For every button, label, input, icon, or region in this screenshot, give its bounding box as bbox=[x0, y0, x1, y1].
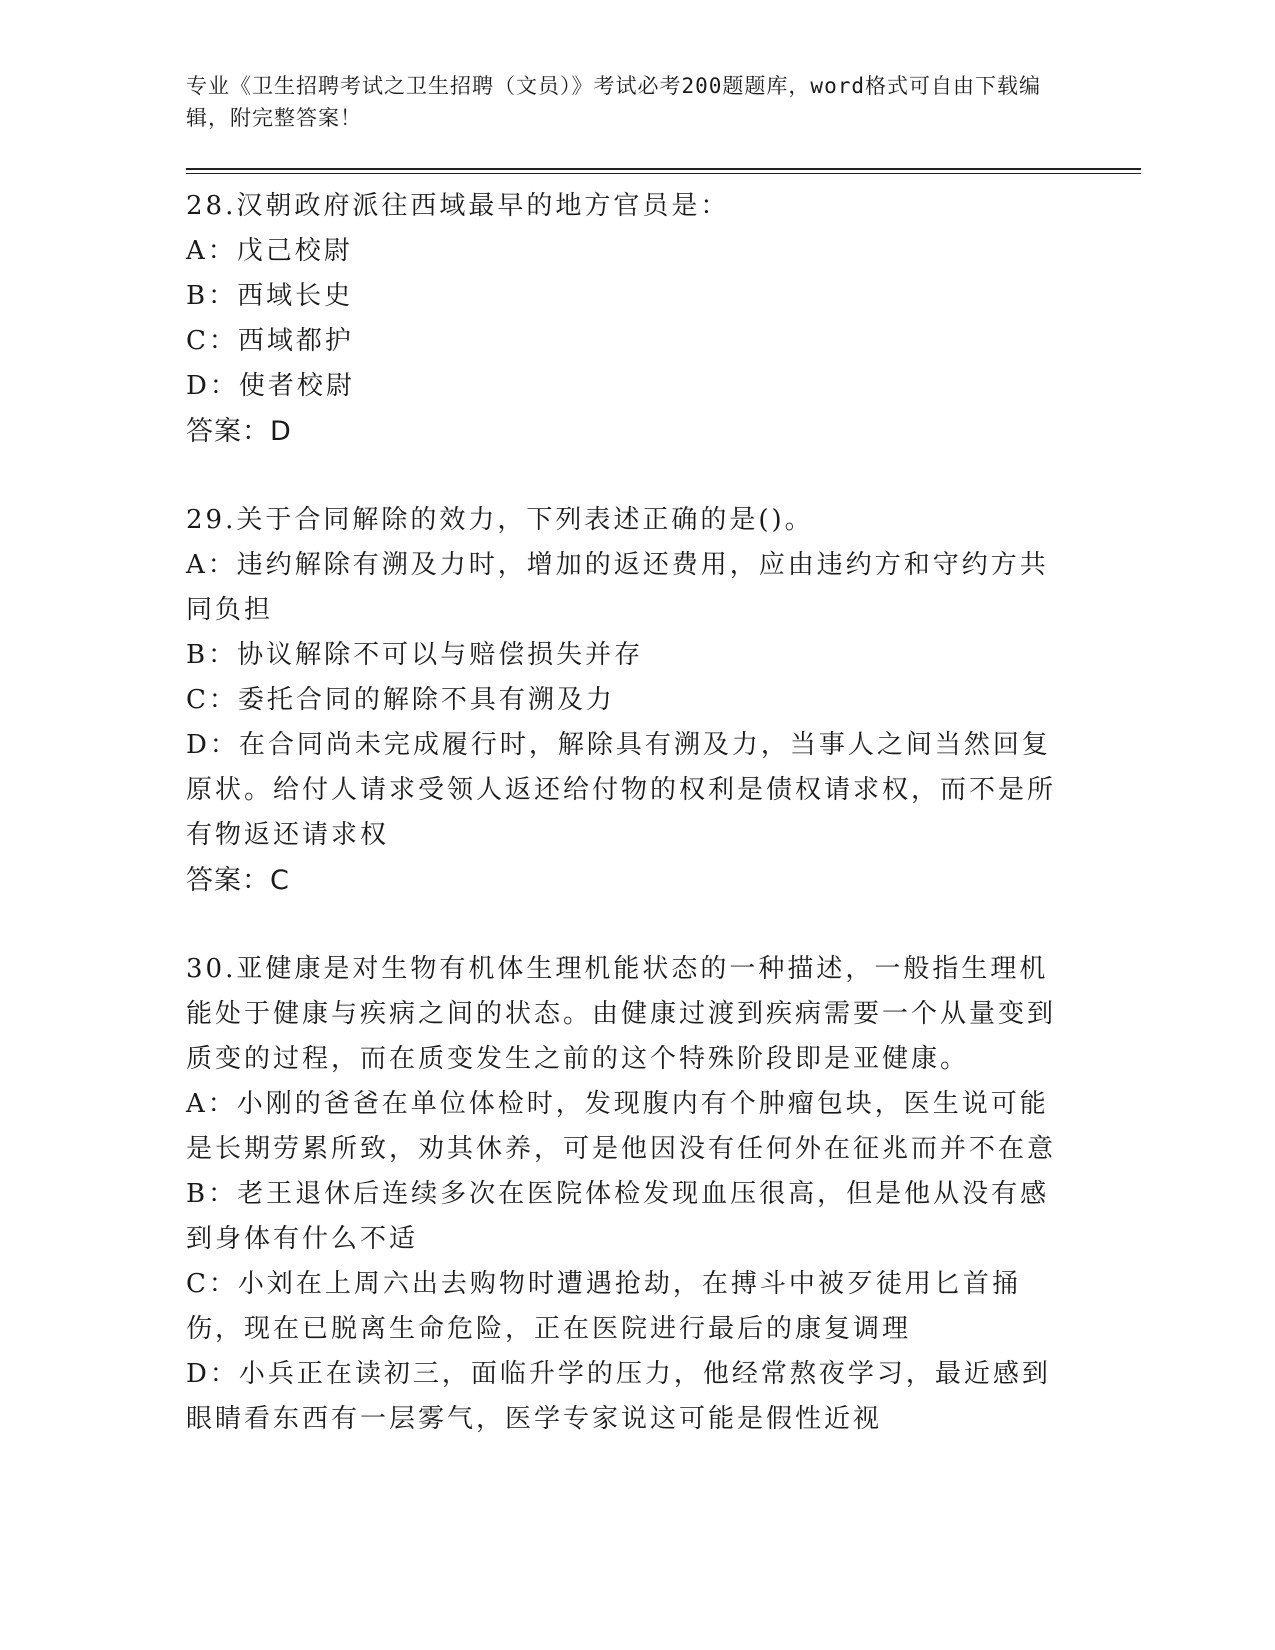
option-c: C：小刘在上周六出去购物时遭遇抢劫，在搏斗中被歹徒用匕首捅伤，现在已脱离生命危险，正在医院进行最后的康复调理 bbox=[186, 1269, 1021, 1344]
option-c: C：西域都护 bbox=[186, 326, 354, 356]
spacer bbox=[186, 454, 1061, 498]
question-28 bbox=[186, 184, 1061, 454]
spacer bbox=[186, 903, 1061, 947]
question-stem: 30.亚健康是对生物有机体生理机能状态的一种描述，一般指生理机能处于健康与疾病之间的状态。由健康过渡到疾病需要一个从量变到质变的过程，而在质变发生之前的这个特殊阶段即是亚健康。 bbox=[186, 954, 1057, 1074]
option-d: D：小兵正在读初三，面临升学的压力，他经常熬夜学习，最近感到眼睛看东西有一层雾气，医学专家说这可能是假性近视 bbox=[186, 1359, 1051, 1434]
header-divider bbox=[186, 168, 1141, 174]
question-29 bbox=[186, 498, 1061, 903]
option-a: A：小刚的爸爸在单位体检时，发现腹内有个肿瘤包块，医生说可能是长期劳累所致，劝其休养，可是他因没有任何外在征兆而并不在意 bbox=[186, 1089, 1057, 1164]
option-d: D：使者校尉 bbox=[186, 371, 355, 401]
answer-line: 答案：C bbox=[186, 865, 290, 896]
answer-line: 答案：D bbox=[186, 416, 292, 447]
option-b: B：西域长史 bbox=[186, 281, 354, 311]
option-b: B：老王退休后连续多次在医院体检发现血压很高，但是他从没有感到身体有什么不适 bbox=[186, 1179, 1050, 1254]
document-header: 专业《卫生招聘考试之卫生招聘（文员）》考试必考200题题库，word格式可自由下载编辑，附完整答案！ bbox=[186, 74, 1041, 130]
document-page bbox=[186, 70, 1061, 1442]
option-c: C：委托合同的解除不具有溯及力 bbox=[186, 685, 615, 715]
question-stem: 28.汉朝政府派往西域最早的地方官员是： bbox=[186, 191, 730, 221]
option-a: A：戊己校尉 bbox=[186, 236, 353, 266]
question-30 bbox=[186, 947, 1061, 1442]
question-stem: 29.关于合同解除的效力，下列表述正确的是()。 bbox=[186, 505, 814, 535]
option-a: A：违约解除有溯及力时，增加的返还费用，应由违约方和守约方共同负担 bbox=[186, 550, 1049, 625]
option-d: D：在合同尚未完成履行时，解除具有溯及力，当事人之间当然回复原状。给付人请求受领人返还给付物的权利是债权请求权，而不是所有物返还请求权 bbox=[186, 730, 1057, 850]
option-b: B：协议解除不可以与赔偿损失并存 bbox=[186, 640, 644, 670]
